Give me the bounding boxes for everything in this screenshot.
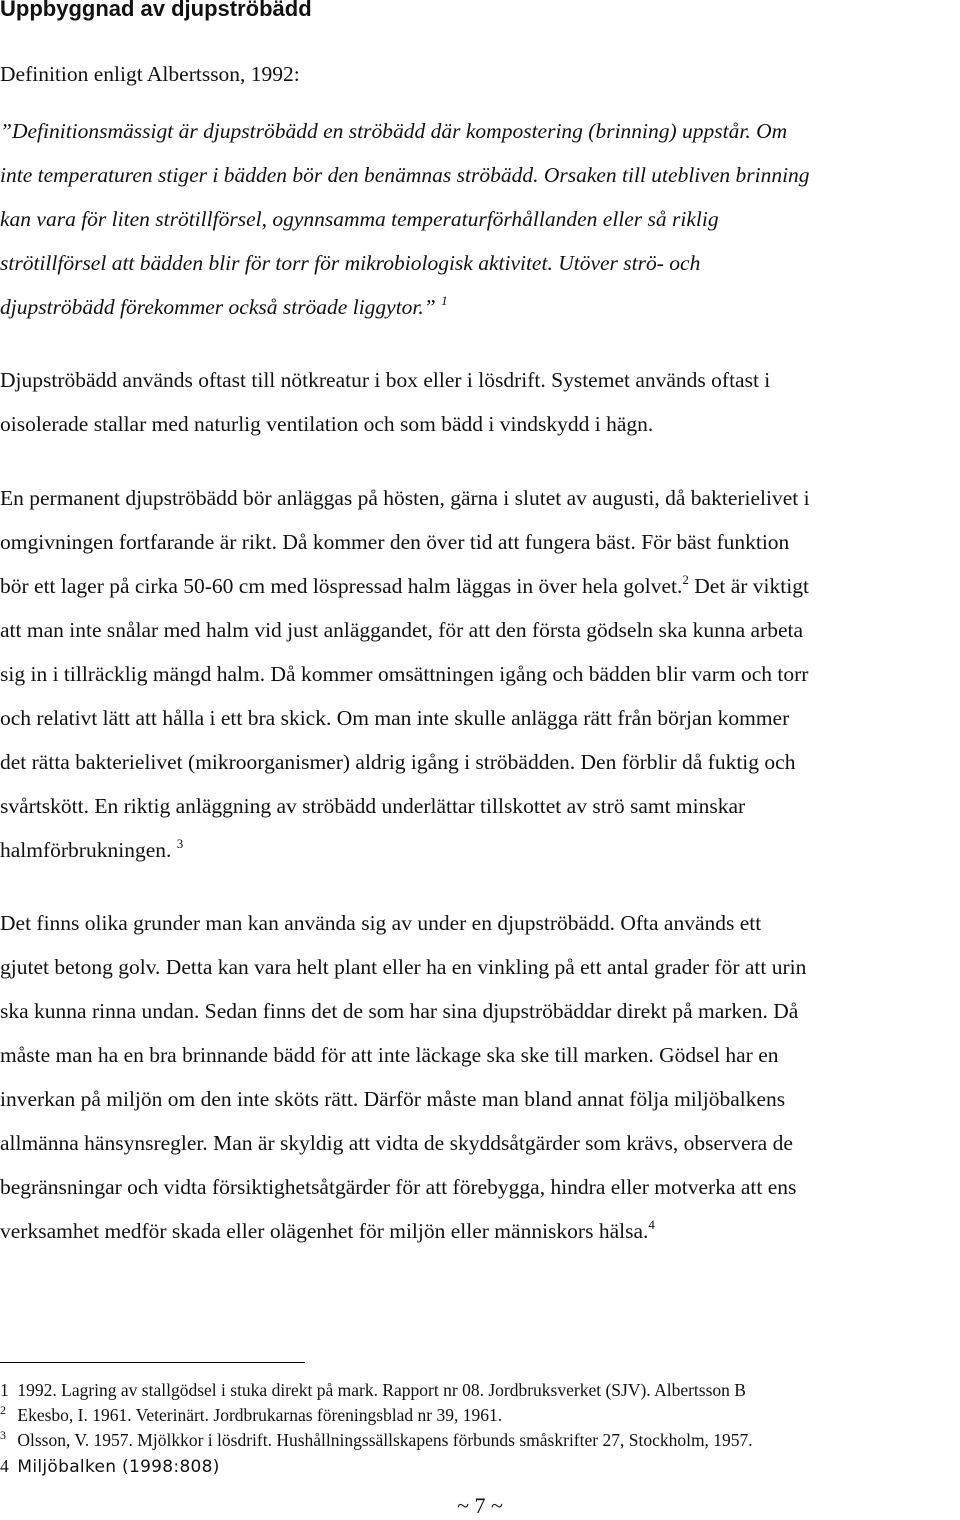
paragraph-line: måste man ha en bra brinnande bädd för att inte läckage ska ske till marken. Gödsel har en <box>0 1043 779 1067</box>
paragraph-line-text: halmförbrukningen. <box>0 838 172 862</box>
paragraph-line: ska kunna rinna undan. Sedan finns det de som har sina djupströbäddar direkt på marken. Då <box>0 999 799 1023</box>
paragraph-line: och relativt lätt att hålla i ett bra skick. Om man inte skulle anlägga rätt från början kommer <box>0 706 790 730</box>
footnote: $^3$ Olsson, V. 1957. Mjölkkor i lösdrift. Hushållningssällskapens förbunds småskrifter 27, Stockholm, 1957. <box>0 1428 753 1450</box>
paragraph-line: En permanent djupströbädd bör anläggas på hösten, gärna i slutet av augusti, då bakterielivet i <box>0 486 810 510</box>
paragraph-line: gjutet betong golv. Detta kan vara helt plant eller ha en vinkling på ett antal grader för att urin <box>0 955 807 979</box>
paragraph-line: sig in i tillräcklig mängd halm. Då kommer omsättningen igång och bädden blir varm och torr <box>0 662 809 686</box>
footnote-divider <box>0 1362 305 1363</box>
page-number: ~ 7 ~ <box>457 1493 503 1518</box>
footnote-ref: 1 <box>441 293 448 308</box>
footnote-ref: 3 <box>176 836 184 851</box>
paragraph-line <box>0 1217 655 1245</box>
paragraph-line: att man inte snålar med halm vid just anläggandet, för att den första gödseln ska kunna arbeta <box>0 618 804 642</box>
quote-line <box>0 293 448 321</box>
quote-line: inte temperaturen stiger i bädden bör den benämnas ströbädd. Orsaken till utebliven brinning <box>0 163 810 187</box>
paragraph-line-text: Det är viktigt <box>688 574 809 598</box>
footnote <box>0 1379 746 1401</box>
paragraph-line: omgivningen fortfarande är rikt. Då kommer den över tid att fungera bäst. För bäst funktion <box>0 530 790 554</box>
paragraph-line: Djupströbädd används oftast till nötkreatur i box eller i lösdrift. Systemet används oftast i <box>0 368 771 392</box>
footnote-ref: 2 <box>682 572 689 587</box>
definition-intro: Definition enligt Albertsson, 1992: <box>0 62 300 86</box>
footnote-ref: 4 <box>648 1217 655 1232</box>
paragraph-line: oisolerade stallar med naturlig ventilation och som bädd i vindskydd i hägn. <box>0 412 654 436</box>
quote-line: kan vara för liten strötillförsel, ogynnsamma temperaturförhållanden eller så riklig <box>0 207 719 231</box>
paragraph-line-text: bör ett lager på cirka 50-60 cm med löspressad halm läggas in över hela golvet. <box>0 574 683 598</box>
paragraph-line: begränsningar och vidta försiktighetsåtgärder för att förebygga, hindra eller motverka att ens <box>0 1175 797 1199</box>
footnote-text: 1992. Lagring av stallgödsel i stuka direkt på mark. Rapport nr 08. Jordbruksverket (SJV). Albertsson B <box>17 1380 746 1400</box>
footnote-text: Miljöbalken (1998:808) <box>17 1457 220 1477</box>
footnote <box>0 1455 220 1478</box>
paragraph-line: det rätta bakterielivet (mikroorganismer) aldrig igång i ströbädden. Den förblir då fuktig och <box>0 750 796 774</box>
footnote-text: Ekesbo, I. 1961. Veterinärt. Jordbrukarnas föreningsblad nr 39, 1961. <box>17 1405 503 1425</box>
quote-line-text: djupströbädd förekommer också ströade liggytor.” <box>0 295 436 319</box>
paragraph-line <box>0 572 809 600</box>
paragraph-line: inverkan på miljön om den inte sköts rätt. Därför måste man bland annat följa miljöbalkens <box>0 1087 786 1111</box>
footnote-number: 4 <box>0 1456 9 1476</box>
quote-line: strötillförsel att bädden blir för torr för mikrobiologisk aktivitet. Utöver strö- och <box>0 251 701 275</box>
footnote-text: Olsson, V. 1957. Mjölkkor i lösdrift. Hushållningssällskapens förbunds småskrifter 27, Stockholm, 1957. <box>17 1430 753 1450</box>
paragraph-line: svårtskött. En riktig anläggning av ströbädd underlättar tillskottet av strö samt minskar <box>0 794 746 818</box>
footnote: $^2$ Ekesbo, I. 1961. Veterinärt. Jordbrukarnas föreningsblad nr 39, 1961. <box>0 1403 503 1425</box>
paragraph-line: Det finns olika grunder man kan använda sig av under en djupströbädd. Ofta används ett <box>0 911 762 935</box>
section-heading: Uppbyggnad av djupströbädd <box>0 0 312 21</box>
paragraph-line <box>0 836 183 864</box>
footnote-number: 1 <box>0 1380 9 1400</box>
paragraph-line-text: verksamhet medför skada eller olägenhet för miljön eller människors hälsa. <box>0 1219 649 1243</box>
paragraph-line: allmänna hänsynsregler. Man är skyldig att vidta de skyddsåtgärder som krävs, observera de <box>0 1131 793 1155</box>
quote-line: ”Definitionsmässigt är djupströbädd en ströbädd där kompostering (brinning) uppstår. Om <box>0 119 788 143</box>
